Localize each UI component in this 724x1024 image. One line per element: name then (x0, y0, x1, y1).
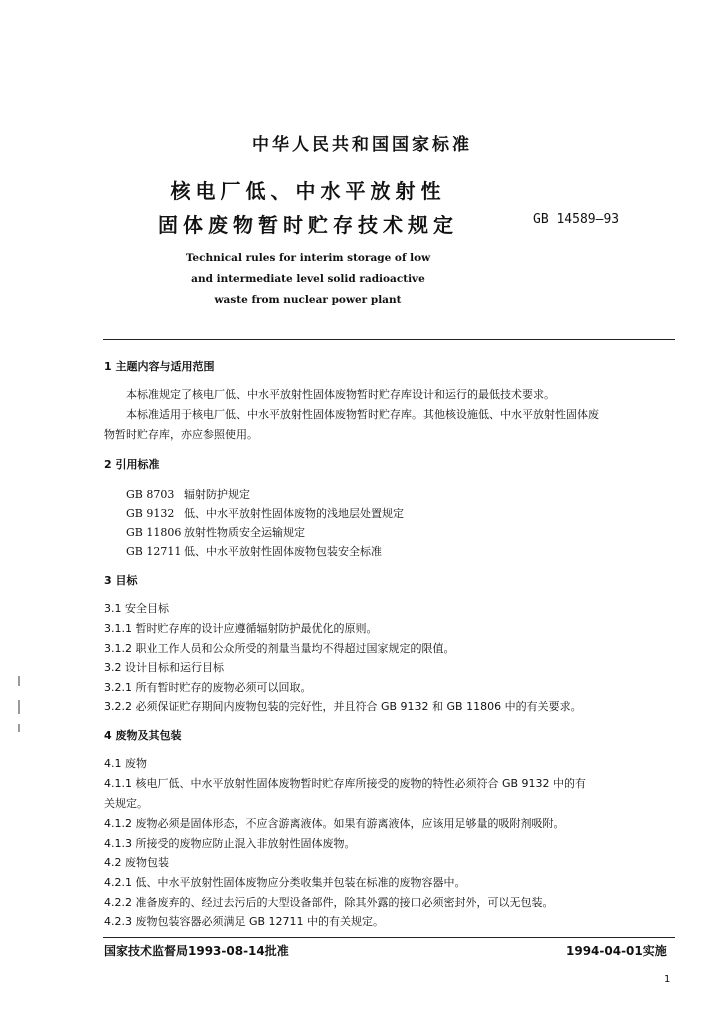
reference-name: 辐射防护规定 (184, 488, 250, 501)
english-title-line-1: Technical rules for interim storage of low (185, 252, 431, 264)
english-title (0, 248, 616, 311)
section-2-heading: 2 引用标准 (104, 458, 160, 471)
header-divider (103, 339, 675, 340)
reference-name: 低、中水平放射性固体废物的浅地层处置规定 (184, 507, 404, 520)
clause-4-2-3: 4.2.3 废物包装容器必须满足 GB 12711 中的有关规定。 (104, 915, 385, 928)
section-1-paragraph-2-line-2: 物暂时贮存库，亦应参照使用。 (104, 428, 258, 441)
approval-line: 国家技术监督局1993-08-14批准 (104, 944, 289, 958)
english-title-line-2: and intermediate level solid radioactive (191, 273, 425, 285)
reference-item (126, 545, 382, 559)
effective-date: 1994-04-01实施 (566, 944, 667, 958)
reference-item (126, 507, 404, 521)
section-1-paragraph-1: 本标准规定了核电厂低、中水平放射性固体废物暂时贮存库设计和运行的最低技术要求。 (126, 388, 555, 401)
section-1-heading: 1 主题内容与适用范围 (104, 360, 215, 373)
title-line-1: 核电厂低、中水平放射性 (170, 179, 446, 203)
clause-3-1: 3.1 安全目标 (104, 602, 169, 615)
reference-code: GB 8703 (126, 488, 175, 501)
reference-item (126, 526, 305, 540)
reference-code: GB 12711 (126, 545, 182, 558)
clause-4-1-2: 4.1.2 废物必须是固体形态，不应含游离液体。如果有游离液体，应该用足够量的吸附剂吸附。 (104, 817, 565, 830)
reference-item (126, 488, 250, 502)
clause-3-1-2: 3.1.2 职业工作人员和公众所受的剂量当量均不得超过国家规定的限值。 (104, 642, 455, 655)
scan-mark (18, 724, 20, 732)
section-1-paragraph-2-line-1: 本标准适用于核电厂低、中水平放射性固体废物暂时贮存库。其他核设施低、中水平放射性固体废 (126, 408, 599, 421)
clause-4-1: 4.1 废物 (104, 757, 147, 770)
clause-4-2: 4.2 废物包装 (104, 856, 169, 869)
page-number: 1 (664, 974, 671, 985)
clause-3-2-2: 3.2.2 必须保证贮存期间内废物包装的完好性，并且符合 GB 9132 和 GB 11806 中的有关要求。 (104, 700, 582, 713)
clause-4-1-1-line-2: 关规定。 (104, 797, 148, 810)
clause-4-1-1-line-1: 4.1.1 核电厂低、中水平放射性固体废物暂时贮存库所接受的废物的特性必须符合 GB 9132 中的有 (104, 777, 587, 790)
reference-code: GB 11806 (126, 526, 182, 539)
section-4-heading: 4 废物及其包装 (104, 729, 182, 742)
standard-code: GB 14589—93 (533, 212, 620, 227)
standard-organization: 中华人民共和国国家标准 (252, 135, 472, 155)
scan-mark (18, 700, 20, 714)
clause-4-2-1: 4.2.1 低、中水平放射性固体废物应分类收集并包装在标准的废物容器中。 (104, 876, 466, 889)
clause-3-1-1: 3.1.1 暂时贮存库的设计应遵循辐射防护最优化的原则。 (104, 622, 378, 635)
reference-name: 放射性物质安全运输规定 (184, 526, 305, 539)
reference-name: 低、中水平放射性固体废物包装安全标准 (184, 545, 382, 558)
section-3-heading: 3 目标 (104, 574, 138, 587)
english-title-line-3: waste from nuclear power plant (214, 294, 402, 306)
clause-3-2-1: 3.2.1 所有暂时贮存的废物必须可以回取。 (104, 681, 312, 694)
clause-3-2: 3.2 设计目标和运行目标 (104, 661, 224, 674)
clause-4-1-3: 4.1.3 所接受的废物应防止混入非放射性固体废物。 (104, 837, 356, 850)
clause-4-2-2: 4.2.2 准备废弃的、经过去污后的大型设备部件，除其外露的接口必须密封外，可以无包装。 (104, 896, 554, 909)
scan-mark (18, 676, 20, 686)
footer-divider (103, 937, 675, 938)
reference-code: GB 9132 (126, 507, 175, 520)
title-line-2: 固体废物暂时贮存技术规定 (158, 213, 458, 237)
